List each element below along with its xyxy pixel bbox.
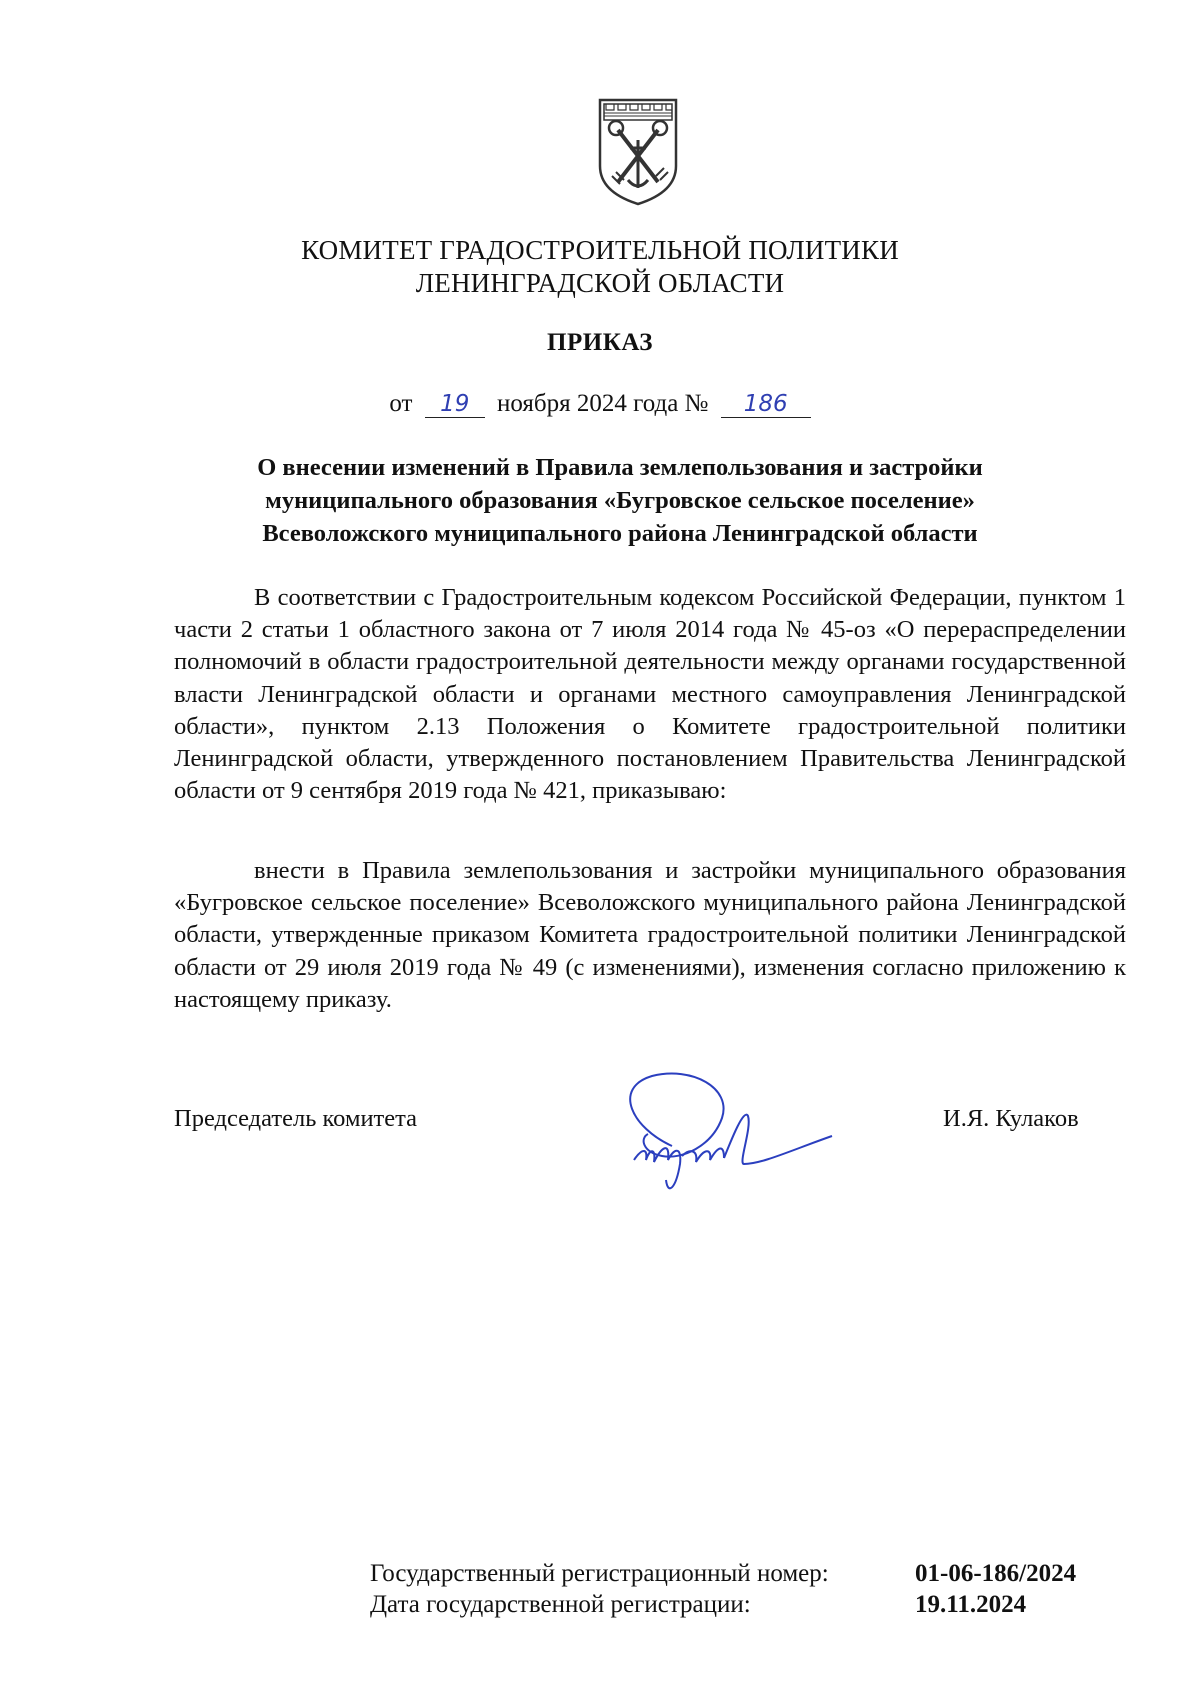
committee-name-line2: ЛЕНИНГРАДСКОЙ ОБЛАСТИ xyxy=(415,268,785,298)
handwritten-signature xyxy=(612,1068,862,1208)
order-day-handwritten: 19 xyxy=(425,391,485,418)
body-paragraph-basis: В соответствии с Градостроительным кодексом Российской Федерации, пунктом 1 части 2 статьи 1 областного закона от 7 июля 2014 года № 45-оз «О перераспределении полномочий в области градостроительной деятельности между органами государственной власти Ленинградской области и органами местного самоуправления Ленинградской области», пунктом 2.13 Положения о Комитете градостроительной политики Ленинградской области, утвержденного постановлением Правительства Ленинградской области от 9 сентября 2019 года № 421, приказываю: xyxy=(174,584,1126,805)
order-subject xyxy=(200,451,1040,550)
document-type-title: ПРИКАЗ xyxy=(547,329,653,356)
subject-line: О внесении изменений в Правила землепользования и застройки xyxy=(257,454,983,481)
registration-number-label: Государственный регистрационный номер: xyxy=(370,1560,829,1587)
signer-name: И.Я. Кулаков xyxy=(943,1105,1079,1132)
registration-date-label: Дата государственной регистрации: xyxy=(370,1591,751,1618)
subject-line: Всеволожского муниципального района Ленинградской области xyxy=(262,520,978,547)
order-date-line xyxy=(0,390,1200,418)
registration-number-value: 01-06-186/2024 xyxy=(915,1560,1077,1587)
subject-line: муниципального образования «Бугровское сельское поселение» xyxy=(265,487,975,514)
committee-name-line1: КОМИТЕТ ГРАДОСТРОИТЕЛЬНОЙ ПОЛИТИКИ xyxy=(301,235,899,265)
body-paragraph-order: внести в Правила землепользования и застройки муниципального образования «Бугровское сельское поселение» Всеволожского муниципального района Ленинградской области, утвержденные приказом Комитета градостроительной политики Ленинградской области от 29 июля 2019 года № 49 (с изменениями), изменения согласно приложению к настоящему приказу. xyxy=(174,857,1126,1013)
signer-position: Председатель комитета xyxy=(174,1105,418,1132)
date-middle-text: ноября 2024 года № xyxy=(496,390,709,417)
registration-date-value: 19.11.2024 xyxy=(915,1591,1027,1618)
order-number-handwritten: 186 xyxy=(721,391,811,418)
leningrad-oblast-coat-of-arms-icon xyxy=(596,96,680,208)
date-prefix: от xyxy=(389,390,413,417)
